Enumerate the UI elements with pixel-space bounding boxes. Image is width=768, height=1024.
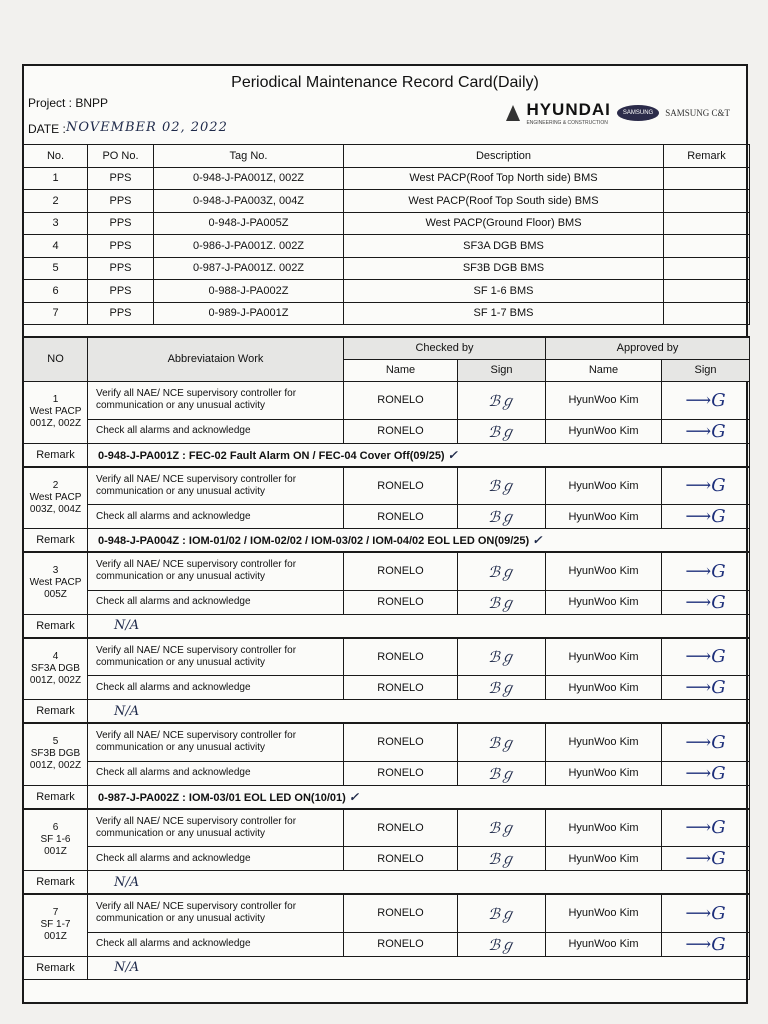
approver-name: HyunWoo Kim [546, 894, 662, 932]
equipment-id [24, 467, 88, 529]
task-verify: Verify all NAE/ NCE supervisory controller for communication or any unusual activity [88, 723, 344, 761]
row-no: 1 [24, 167, 88, 190]
equipment-id [24, 894, 88, 956]
task-alarms: Check all alarms and acknowledge [88, 761, 344, 785]
equipment-tag: 001Z [44, 845, 67, 857]
date-value: NOVEMBER 02, 2022 [66, 120, 228, 135]
samsung-logo: SAMSUNG [617, 105, 659, 121]
task-alarms: Check all alarms and acknowledge [88, 932, 344, 956]
check-mark-icon: ✓ [348, 789, 359, 804]
row-no: 3 [24, 212, 88, 235]
signature-icon: ℬℊ [488, 391, 515, 410]
approver-name: HyunWoo Kim [546, 552, 662, 590]
remark-text: N/A [114, 703, 140, 719]
signature-icon: ⟶G [685, 902, 726, 924]
task-alarms: Check all alarms and acknowledge [88, 419, 344, 443]
signature-icon: ℬℊ [488, 904, 515, 923]
remark-row [24, 956, 750, 979]
remark-label: Remark [24, 529, 88, 553]
equipment-tag: 005Z [44, 589, 67, 601]
signature-icon: ℬℊ [488, 764, 515, 783]
po-no: PPS [88, 257, 154, 280]
checker-name: RONELO [344, 467, 458, 505]
checker-signature [458, 381, 546, 419]
remark [664, 167, 750, 190]
equipment-tag: 001Z [44, 931, 67, 943]
approver-signature [662, 381, 750, 419]
remark-value [88, 785, 750, 809]
remark-value [88, 700, 750, 724]
po-no: PPS [88, 212, 154, 235]
row-no: 7 [24, 302, 88, 325]
date-row [28, 120, 228, 136]
equipment-location: West PACP [29, 491, 82, 503]
table-row [24, 235, 750, 258]
remark-row [24, 871, 750, 895]
remark [664, 190, 750, 213]
checker-signature [458, 505, 546, 529]
checker-name: RONELO [344, 638, 458, 676]
table-row [24, 280, 750, 303]
row-no: 2 [24, 190, 88, 213]
approver-name: HyunWoo Kim [546, 381, 662, 419]
remark-label: Remark [24, 700, 88, 724]
remark [664, 257, 750, 280]
equipment-number: 7 [52, 907, 59, 919]
task-row-verify [24, 894, 750, 932]
checker-name: RONELO [344, 932, 458, 956]
signature-icon: ⟶G [685, 506, 726, 527]
signature-icon: ℬℊ [488, 562, 515, 581]
checker-name: RONELO [344, 761, 458, 785]
remark-label: Remark [24, 614, 88, 638]
task-alarms: Check all alarms and acknowledge [88, 505, 344, 529]
description: SF3A DGB BMS [344, 235, 664, 258]
work-table-header [24, 337, 750, 359]
equipment-tag: 001Z, 002Z [29, 760, 82, 772]
project-label: Project : BNPP [28, 96, 109, 110]
remark-text: N/A [114, 960, 140, 975]
remark-label: Remark [24, 956, 88, 979]
checker-signature [458, 894, 546, 932]
checker-signature [458, 552, 546, 590]
remark-value [88, 443, 750, 467]
task-row-verify [24, 638, 750, 676]
checker-name: RONELO [344, 505, 458, 529]
po-no: PPS [88, 167, 154, 190]
equipment-id [24, 638, 88, 700]
signature-icon: ⟶G [685, 677, 726, 698]
task-row-verify [24, 552, 750, 590]
col-header-no: NO [24, 337, 88, 381]
remark-row [24, 785, 750, 809]
signature-icon: ⟶G [685, 933, 726, 955]
approver-name: HyunWoo Kim [546, 761, 662, 785]
task-verify: Verify all NAE/ NCE supervisory controller for communication or any unusual activity [88, 467, 344, 505]
col-header-remark: Remark [664, 145, 750, 168]
po-no: PPS [88, 302, 154, 325]
signature-icon: ℬℊ [488, 508, 515, 526]
approver-name: HyunWoo Kim [546, 467, 662, 505]
checker-signature [458, 638, 546, 676]
equipment-location: SF3A DGB [31, 662, 80, 674]
checker-name: RONELO [344, 723, 458, 761]
col-header-checker-name: Name [344, 359, 458, 381]
col-header-approved-by: Approved by [546, 337, 750, 359]
signature-icon: ⟶G [685, 646, 726, 668]
equipment-location: SF 1-7 [40, 919, 71, 931]
checker-name: RONELO [344, 809, 458, 847]
samsung-cnt-logo: SAMSUNG C&T [665, 108, 730, 118]
approver-name: HyunWoo Kim [546, 723, 662, 761]
approver-signature [662, 894, 750, 932]
signature-icon: ⟶G [685, 848, 726, 869]
checker-signature [458, 676, 546, 700]
table-row [24, 302, 750, 325]
row-no: 5 [24, 257, 88, 280]
task-row-alarms [24, 676, 750, 700]
description: West PACP(Roof Top South side) BMS [344, 190, 664, 213]
page-title: Periodical Maintenance Record Card(Daily) [231, 74, 539, 91]
remark-text: N/A [114, 618, 140, 633]
task-row-alarms [24, 505, 750, 529]
hyundai-logo: HYUNDAI ENGINEERING & CONSTRUCTION [526, 100, 611, 126]
approver-signature [662, 932, 750, 956]
remark-row [24, 443, 750, 467]
check-mark-icon: ✓ [532, 533, 543, 547]
equipment-number: 6 [52, 821, 59, 833]
remark-label: Remark [24, 785, 88, 809]
checker-name: RONELO [344, 847, 458, 871]
equipment-number: 5 [52, 736, 59, 748]
equipment-location: West PACP [29, 406, 82, 417]
equipment-number: 3 [52, 565, 59, 577]
equipment-location: West PACP [29, 577, 82, 589]
col-header-po-no: PO No. [88, 145, 154, 168]
approver-signature [662, 761, 750, 785]
equipment-id [24, 809, 88, 871]
col-header-tag-no: Tag No. [154, 145, 344, 168]
remark-row [24, 529, 750, 553]
signature-icon: ⟶G [685, 591, 726, 613]
task-row-verify [24, 723, 750, 761]
task-alarms: Check all alarms and acknowledge [88, 676, 344, 700]
remark [664, 302, 750, 325]
remark [664, 280, 750, 303]
equipment-tag: 001Z, 002Z [29, 418, 82, 429]
tag-no: 0-948-J-PA005Z [154, 212, 344, 235]
table-row [24, 212, 750, 235]
task-alarms: Check all alarms and acknowledge [88, 590, 344, 614]
checker-signature [458, 419, 546, 443]
approver-name: HyunWoo Kim [546, 847, 662, 871]
maintenance-record-card [22, 64, 748, 1004]
remark-label: Remark [24, 871, 88, 895]
remark-label: Remark [24, 443, 88, 467]
task-row-alarms [24, 932, 750, 956]
company-logos [506, 100, 730, 126]
task-row-verify [24, 467, 750, 505]
signature-icon: ℬℊ [488, 593, 515, 612]
checker-name: RONELO [344, 381, 458, 419]
table-row [24, 167, 750, 190]
tag-no: 0-948-J-PA003Z, 004Z [154, 190, 344, 213]
project-table-header [24, 145, 750, 168]
checker-signature [458, 590, 546, 614]
approver-signature [662, 723, 750, 761]
col-header-approver-name: Name [546, 359, 662, 381]
po-no: PPS [88, 280, 154, 303]
signature-icon: ⟶G [685, 420, 726, 442]
approver-signature [662, 676, 750, 700]
remark [664, 212, 750, 235]
po-no: PPS [88, 190, 154, 213]
checker-signature [458, 809, 546, 847]
checker-name: RONELO [344, 419, 458, 443]
tag-no: 0-989-J-PA001Z [154, 302, 344, 325]
tag-no: 0-987-J-PA001Z. 002Z [154, 257, 344, 280]
approver-signature [662, 847, 750, 871]
row-no: 4 [24, 235, 88, 258]
description: West PACP(Ground Floor) BMS [344, 212, 664, 235]
approver-name: HyunWoo Kim [546, 419, 662, 443]
project-table [23, 144, 750, 325]
approver-name: HyunWoo Kim [546, 809, 662, 847]
task-verify: Verify all NAE/ NCE supervisory controller for communication or any unusual activity [88, 381, 344, 419]
col-header-checked-by: Checked by [344, 337, 546, 359]
approver-name: HyunWoo Kim [546, 932, 662, 956]
work-table [23, 336, 750, 980]
equipment-number: 1 [52, 394, 59, 405]
approver-name: HyunWoo Kim [546, 505, 662, 529]
signature-icon: ⟶G [685, 731, 726, 753]
equipment-location: SF3B DGB [30, 748, 81, 760]
signature-icon: ⟶G [685, 762, 726, 784]
task-row-alarms [24, 761, 750, 785]
remark-value [88, 871, 750, 895]
approver-signature [662, 467, 750, 505]
tag-no: 0-986-J-PA001Z. 002Z [154, 235, 344, 258]
col-header-approver-sign: Sign [662, 359, 750, 381]
remark-text: 0-948-J-PA004Z : IOM-01/02 / IOM-02/02 / IOM-03/02 / IOM-04/02 EOL LED ON(09/25) [98, 535, 530, 547]
remark-text: N/A [114, 874, 140, 890]
approver-name: HyunWoo Kim [546, 676, 662, 700]
table-row [24, 257, 750, 280]
checker-signature [458, 847, 546, 871]
checker-signature [458, 932, 546, 956]
description: SF3B DGB BMS [344, 257, 664, 280]
date-label: DATE : [28, 122, 66, 136]
task-row-verify [24, 809, 750, 847]
col-header-description: Description [344, 145, 664, 168]
task-verify: Verify all NAE/ NCE supervisory controller for communication or any unusual activity [88, 638, 344, 676]
checker-signature [458, 467, 546, 505]
row-no: 6 [24, 280, 88, 303]
approver-signature [662, 809, 750, 847]
tag-no: 0-988-J-PA002Z [154, 280, 344, 303]
signature-icon: ℬℊ [488, 477, 515, 496]
hyundai-triangle-icon [506, 105, 520, 121]
remark-value [88, 956, 750, 979]
col-header-checker-sign: Sign [458, 359, 546, 381]
description: West PACP(Roof Top North side) BMS [344, 167, 664, 190]
remark-value [88, 614, 750, 638]
equipment-tag: 001Z, 002Z [29, 674, 82, 686]
approver-signature [662, 552, 750, 590]
equipment-location: SF 1-6 [40, 833, 71, 845]
checker-signature [458, 761, 546, 785]
task-row-alarms [24, 590, 750, 614]
col-header-no: No. [24, 145, 88, 168]
checker-name: RONELO [344, 894, 458, 932]
signature-icon: ℬℊ [488, 648, 515, 667]
checker-signature [458, 723, 546, 761]
table-row [24, 190, 750, 213]
task-alarms: Check all alarms and acknowledge [88, 847, 344, 871]
signature-icon: ⟶G [685, 475, 726, 497]
description: SF 1-6 BMS [344, 280, 664, 303]
remark-text: 0-987-J-PA002Z : IOM-03/01 EOL LED ON(10/01) [98, 791, 346, 804]
po-no: PPS [88, 235, 154, 258]
signature-icon: ⟶G [685, 389, 726, 411]
remark-value [88, 529, 750, 553]
checker-name: RONELO [344, 590, 458, 614]
equipment-id [24, 723, 88, 785]
equipment-id [24, 552, 88, 614]
signature-icon: ℬℊ [488, 819, 515, 838]
signature-icon: ℬℊ [488, 422, 515, 441]
col-header-work: Abbreviataion Work [88, 337, 344, 381]
approver-name: HyunWoo Kim [546, 590, 662, 614]
signature-icon: ⟶G [685, 817, 726, 839]
checker-name: RONELO [344, 552, 458, 590]
equipment-tag: 003Z, 004Z [29, 503, 82, 515]
signature-icon: ℬℊ [488, 935, 515, 954]
description: SF 1-7 BMS [344, 302, 664, 325]
task-row-verify [24, 381, 750, 419]
equipment-id [24, 381, 88, 443]
check-mark-icon: ✓ [447, 447, 458, 462]
approver-signature [662, 419, 750, 443]
task-verify: Verify all NAE/ NCE supervisory controller for communication or any unusual activity [88, 552, 344, 590]
task-verify: Verify all NAE/ NCE supervisory controller for communication or any unusual activity [88, 894, 344, 932]
task-verify: Verify all NAE/ NCE supervisory controller for communication or any unusual activity [88, 809, 344, 847]
remark-text: 0-948-J-PA001Z : FEC-02 Fault Alarm ON / FEC-04 Cover Off(09/25) [98, 449, 445, 462]
signature-icon: ⟶G [685, 560, 726, 582]
remark-row [24, 614, 750, 638]
tag-no: 0-948-J-PA001Z, 002Z [154, 167, 344, 190]
signature-icon: ℬℊ [488, 850, 515, 868]
approver-signature [662, 505, 750, 529]
remark-row [24, 700, 750, 724]
task-row-alarms [24, 847, 750, 871]
checker-name: RONELO [344, 676, 458, 700]
approver-signature [662, 590, 750, 614]
signature-icon: ℬℊ [488, 679, 515, 697]
signature-icon: ℬℊ [488, 733, 515, 752]
approver-name: HyunWoo Kim [546, 638, 662, 676]
remark [664, 235, 750, 258]
equipment-number: 4 [52, 650, 59, 662]
equipment-number: 2 [52, 479, 59, 491]
approver-signature [662, 638, 750, 676]
task-row-alarms [24, 419, 750, 443]
